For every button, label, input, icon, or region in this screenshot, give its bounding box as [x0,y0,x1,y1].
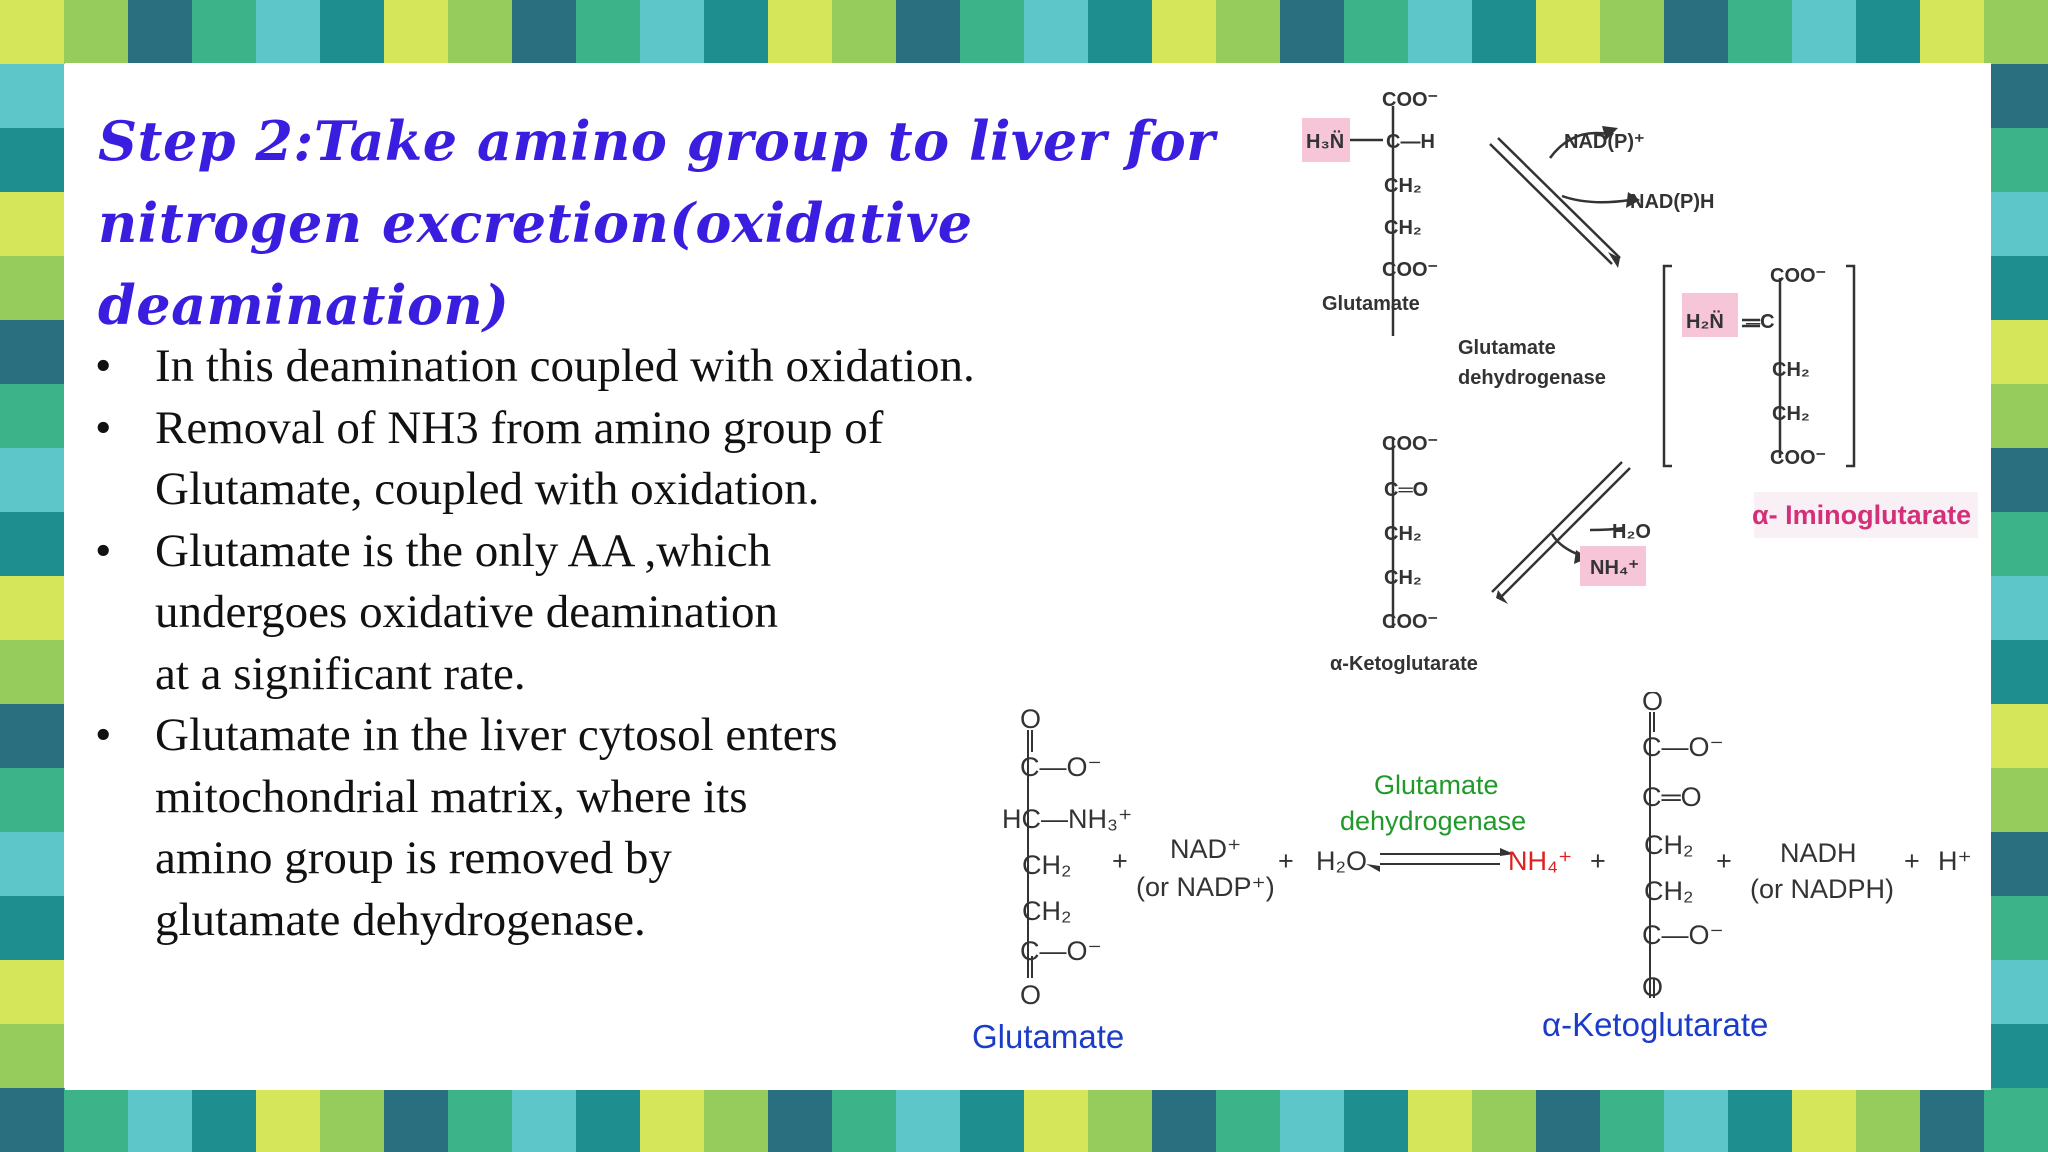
reaction-diagram-top [1290,78,2000,688]
ch2-label: CH₂ [1022,896,1072,926]
bullet-item [95,398,995,521]
ch2-label: CH₂ [1022,850,1072,880]
oxygen-label: O [1020,980,1042,1010]
bullet-dot: • [95,524,112,577]
bullet-item [95,336,995,398]
iminoglutarate-label: α- Iminoglutarate [1752,500,1972,530]
plus-sign: + [1278,846,1294,876]
h2n-label: H₂N̈ [1686,311,1724,333]
bullet-dot: • [95,709,112,761]
bullet-item [95,705,995,951]
carboxyl-label: C—O⁻ [1020,936,1102,966]
ch2-label: CH₂ [1384,175,1422,197]
carboxyl-label: C—O⁻ [1642,732,1724,762]
bullet-line: at a significant rate. [155,647,526,700]
h3n-label: H₃N̈ [1306,131,1345,153]
coo-top: COO⁻ [1382,89,1439,111]
bullet-dot: • [95,340,112,392]
h-plus: H⁺ [1938,846,1972,876]
bullet-item [95,521,995,706]
enzyme-label: Glutamate [1374,770,1499,800]
nh4-label: NH₄⁺ [1590,557,1639,579]
oxygen-label: O [1642,972,1664,1002]
or-nadph: (or NADPH) [1750,874,1895,904]
plus-sign: + [1112,846,1128,876]
nadh-label: NADH [1780,838,1857,868]
ch2-label: CH₂ [1384,217,1422,239]
coo-label: COO⁻ [1382,433,1439,455]
oxygen-label: O [1020,704,1042,734]
coo-label: COO⁻ [1382,259,1439,281]
title-line: nitrogen excretion(oxidative [98,191,973,255]
ch2-label: CH₂ [1384,567,1422,589]
or-nadp: (or NADP⁺) [1136,872,1275,902]
bullet-line: Removal of NH3 from amino group of [155,401,884,454]
h2o-label: H₂O [1316,846,1367,876]
nadph: NAD(P)H [1630,191,1715,213]
hc-label: HC—NH₃⁺ [1002,804,1133,834]
bullet-line: mitochondrial matrix, where its [155,770,748,823]
title-line: deamination) [98,273,510,337]
ketoglutarate-label: α-Ketoglutarate [1542,1006,1769,1043]
oxygen-label: O [1642,692,1664,716]
enzyme-label: dehydrogenase [1340,806,1527,836]
enzyme-label: Glutamate [1458,337,1556,359]
bullet-line: In this deamination coupled with oxidation. [155,340,975,392]
plus-sign: + [1904,846,1920,876]
title-line: Step 2:Take amino group to liver for [98,109,1216,173]
enzyme-label: dehydrogenase [1458,367,1606,389]
ch2-label: CH₂ [1644,876,1694,906]
reaction-diagram-bottom [960,692,2000,1078]
ammonium-label: NH₄⁺ [1508,846,1573,876]
c-eq-o-label: C═O [1384,479,1429,501]
nadp-plus: NAD(P)⁺ [1564,131,1645,153]
glutamate-label: Glutamate [1322,293,1420,315]
carboxyl-label: C—O⁻ [1020,752,1102,782]
coo-label: COO⁻ [1770,265,1827,287]
ch2-label: CH₂ [1772,359,1810,381]
nad-plus: NAD⁺ [1170,834,1242,864]
h2o-label: H₂O [1612,521,1651,543]
ketoglutarate-label: α-Ketoglutarate [1330,653,1478,675]
bullet-line: Glutamate in the liver cytosol enters [155,709,838,761]
slide-title [98,100,1216,346]
carboxyl-label: C—O⁻ [1642,920,1724,950]
c-label: ═C [1746,311,1775,333]
coo-label: COO⁻ [1770,447,1827,469]
bullet-line: Glutamate, coupled with oxidation. [155,463,820,515]
plus-sign: + [1590,846,1606,876]
bullet-line: undergoes oxidative deamination [155,586,779,638]
keto-label: C═O [1642,782,1702,812]
plus-sign: + [1716,846,1732,876]
bullet-list [95,336,995,951]
bullet-dot: • [95,401,112,454]
coo-label: COO⁻ [1382,611,1439,633]
ch2-label: CH₂ [1772,403,1810,425]
bullet-line: Glutamate is the only AA ,which [155,524,772,577]
bullet-line: glutamate dehydrogenase. [155,893,646,946]
ch2-label: CH₂ [1644,830,1694,860]
bullet-line: amino group is removed by [155,832,672,884]
c-h-label: C—H [1386,131,1435,153]
ch2-label: CH₂ [1384,523,1422,545]
glutamate-label: Glutamate [972,1018,1125,1055]
